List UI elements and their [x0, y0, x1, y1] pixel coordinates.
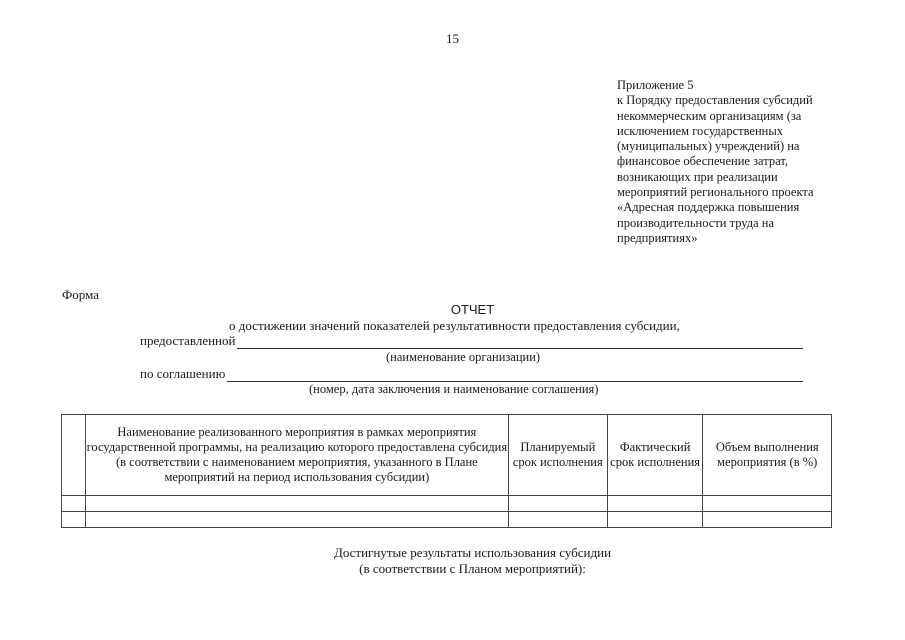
appendix-line: производительности труда на — [617, 215, 775, 230]
agreement-label: по соглашению — [140, 366, 226, 381]
organization-field[interactable] — [140, 333, 803, 349]
report-table — [61, 414, 832, 528]
table-cell[interactable] — [607, 512, 703, 528]
table-cell[interactable] — [508, 496, 607, 512]
appendix-line: предприятиях» — [617, 230, 698, 245]
results-block — [0, 545, 905, 577]
appendix-line: мероприятий регионального проекта — [617, 185, 814, 200]
table-cell[interactable] — [508, 512, 607, 528]
header-volume: Объем выполнения мероприятия (в %) — [703, 415, 832, 496]
header-planned-term: Планируемый срок исполнения — [508, 415, 607, 496]
page-number: 15 — [446, 31, 459, 46]
report-title: ОТЧЕТ — [450, 302, 495, 317]
report-subtitle: о достижении значений показателей результативности предоставления субсидии, — [229, 318, 680, 333]
agreement-caption: (номер, дата заключения и наименование соглашения) — [309, 382, 599, 396]
table-row — [62, 512, 832, 528]
table-cell[interactable] — [607, 496, 703, 512]
table-cell[interactable] — [85, 512, 508, 528]
organization-fill-line[interactable] — [237, 336, 803, 349]
table-cell[interactable] — [703, 512, 832, 528]
appendix-line: к Порядку предоставления субсидий — [617, 93, 813, 108]
form-label: Форма — [62, 287, 99, 302]
table-cell[interactable] — [62, 512, 86, 528]
appendix-block — [617, 78, 852, 246]
agreement-fill-line[interactable] — [227, 369, 803, 382]
provided-label: предоставленной — [140, 333, 236, 348]
appendix-line: «Адресная поддержка повышения — [617, 200, 800, 215]
appendix-line: (муниципальных) учреждений) на — [617, 139, 800, 154]
header-actual-term: Фактический срок исполнения — [607, 415, 703, 496]
header-number — [62, 415, 86, 496]
appendix-line: финансовое обеспечение затрат, — [617, 154, 788, 169]
table-row — [62, 496, 832, 512]
organization-caption: (наименование организации) — [386, 350, 541, 364]
results-line-1: Достигнутые результаты использования субсидии — [333, 545, 612, 560]
header-activity-name: Наименование реализованного мероприятия в рамках мероприятия государственной программы, на реализацию которого предоставлена субсидия (в соответствии с наименованием мероприятия, указанного в Плане мероприятий на период использования субсидии) — [85, 415, 508, 496]
appendix-line: некоммерческим организациям (за — [617, 108, 802, 123]
appendix-line: исключением государственных — [617, 123, 784, 138]
table-cell[interactable] — [85, 496, 508, 512]
appendix-line: Приложение 5 — [617, 78, 694, 92]
agreement-field[interactable] — [140, 366, 803, 382]
results-line-2: (в соответствии с Планом мероприятий): — [359, 561, 586, 576]
appendix-line: возникающих при реализации — [617, 169, 778, 184]
table-header-row — [62, 415, 832, 496]
table-cell[interactable] — [62, 496, 86, 512]
table-cell[interactable] — [703, 496, 832, 512]
